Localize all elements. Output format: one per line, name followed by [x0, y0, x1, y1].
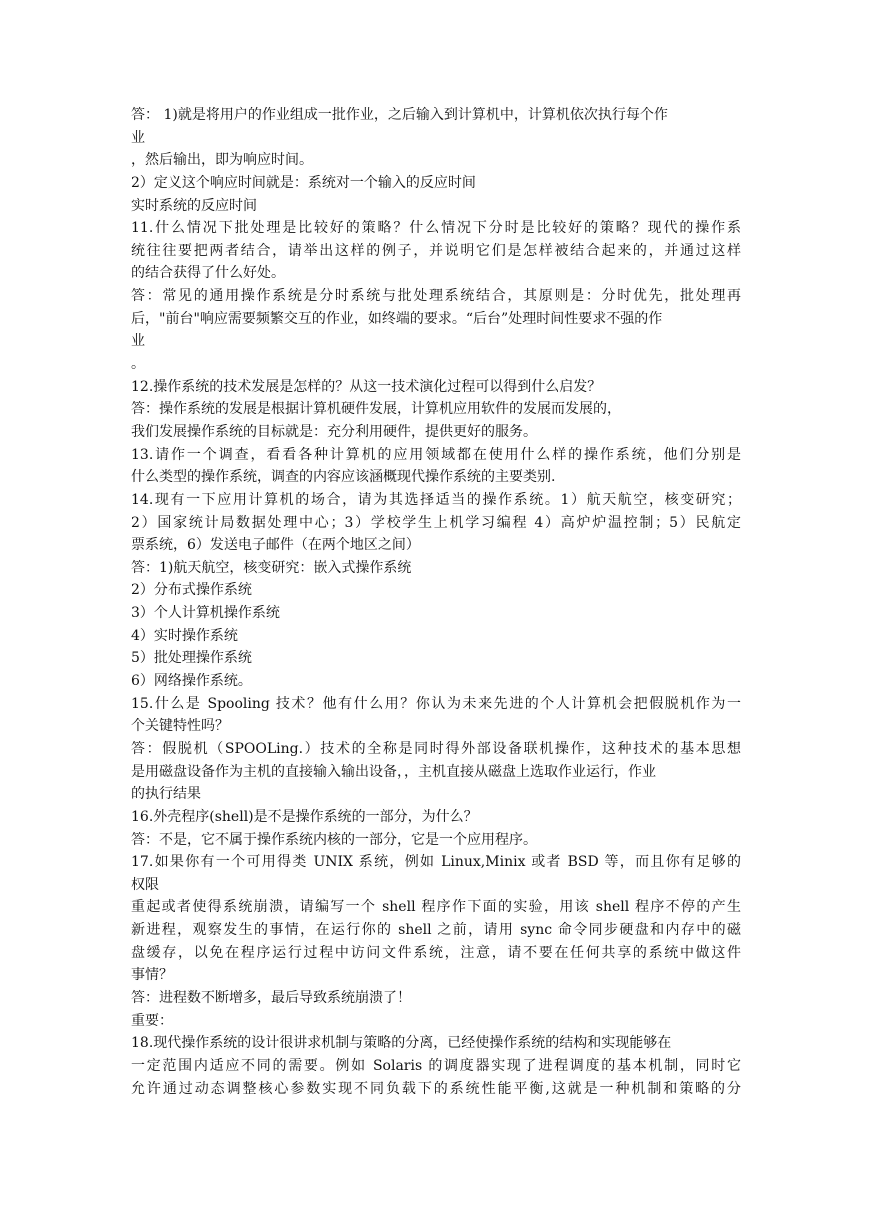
- text-line: ，然后输出，即为响应时间。: [131, 152, 313, 169]
- text-line: 一定范围内适应不同的需要。例如 Solaris 的调度器实现了进程调度的基本机制，同时它: [131, 1057, 741, 1074]
- text-line: 盘缓存，以免在程序运行过程中访问文件系统，注意，请不要在任何共享的系统中做这件: [131, 944, 741, 961]
- text-line: 。: [131, 356, 145, 373]
- text-line: 业: [131, 129, 145, 146]
- text-line: 5）批处理操作系统: [131, 650, 252, 667]
- text-line: 17.如果你有一个可用得类 UNIX 系统，例如 Linux,Minix 或者 BSD 等，而且你有足够的: [131, 854, 741, 871]
- text-line: 18.现代操作系统的设计很讲求机制与策略的分离，已经使操作系统的结构和实现能够在: [131, 1035, 672, 1052]
- text-line: 实时系统的反应时间: [131, 197, 257, 214]
- text-line: 14.现有一下应用计算机的场合，请为其选择适当的操作系统。1）航天航空，核变研究；: [131, 491, 741, 508]
- text-line: 答： 1)就是将用户的作业组成一批作业，之后输入到计算机中，计算机依次执行每个作: [131, 107, 668, 123]
- text-line: 事情？: [131, 967, 173, 984]
- text-line: 答：操作系统的发展是根据计算机硬件发展，计算机应用软件的发展而发展的，: [131, 401, 621, 418]
- text-line: 15.什么是 Spooling 技术？他有什么用？你认为未来先进的个人计算机会把假脱机作为一: [131, 695, 741, 712]
- text-line: 答：1)航天航空，核变研究：嵌入式操作系统: [131, 559, 412, 576]
- text-line: 16.外壳程序(shell)是不是操作系统的一部分，为什么？: [131, 808, 478, 825]
- text-line: 12.操作系统的技术发展是怎样的？从这一技术演化过程可以得到什么启发？: [131, 378, 602, 395]
- text-line: 重要：: [131, 1012, 173, 1029]
- text-line: 统往往要把两者结合，请举出这样的例子，并说明它们是怎样被结合起来的，并通过这样: [131, 242, 741, 259]
- text-line: 11.什么情况下批处理是比较好的策略？什么情况下分时是比较好的策略？现代的操作系: [131, 220, 741, 237]
- text-line: 后，"前台"响应需要频繁交互的作业，如终端的要求。“后台”处理时间性要求不强的作: [131, 310, 663, 327]
- text-line: 新进程，观察发生的事情，在运行你的 shell 之前，请用 sync 命令同步硬盘和内存中的磁: [131, 922, 741, 939]
- text-line: 答：进程数不断增多，最后导致系统崩溃了！: [131, 989, 411, 1006]
- text-line: 2）国家统计局数据处理中心；3）学校学生上机学习编程 4）高炉炉温控制；5）民航定: [131, 514, 741, 531]
- document-text: [131, 104, 741, 1100]
- text-line: 答：不是，它不属于操作系统内核的一部分，它是一个应用程序。: [131, 831, 537, 848]
- text-line: 答：假脱机（SPOOLing.）技术的全称是同时得外部设备联机操作，这种技术的基本思想: [131, 740, 741, 757]
- text-line: 2）定义这个响应时间就是：系统对一个输入的反应时间: [131, 174, 476, 191]
- text-line: 重起或者使得系统崩溃，请编写一个 shell 程序作下面的实验，用该 shell 程序不停的产生: [131, 899, 741, 916]
- text-line: 业: [131, 333, 145, 350]
- text-line: 是用磁盘设备作为主机的直接输入输出设备，，主机直接从磁盘上选取作业运行，作业: [131, 763, 656, 780]
- text-line: 的执行结果: [131, 786, 201, 803]
- text-line: 个关键特性吗？: [131, 718, 229, 735]
- text-line: 6）网络操作系统。: [131, 673, 252, 690]
- text-line: 2）分布式操作系统: [131, 582, 252, 599]
- text-line: 13.请作一个调查，看看各种计算机的应用领域都在使用什么样的操作系统，他们分别是: [131, 446, 741, 463]
- text-line: 允许通过动态调整核心参数实现不同负载下的系统性能平衡,这就是一种机制和策略的分: [131, 1080, 741, 1097]
- text-line: 什么类型的操作系统，调查的内容应该涵概现代操作系统的主要类别.: [131, 469, 556, 486]
- text-line: 我们发展操作系统的目标就是：充分利用硬件，提供更好的服务。: [131, 423, 537, 440]
- text-line: 答：常见的通用操作系统是分时系统与批处理系统结合，其原则是：分时优先，批处理再: [131, 288, 741, 305]
- text-line: 权限: [131, 876, 159, 893]
- text-line: 4）实时操作系统: [131, 627, 238, 644]
- text-line: 票系统，6）发送电子邮件（在两个地区之间）: [131, 537, 420, 554]
- text-line: 的结合获得了什么好处。: [131, 265, 285, 282]
- text-line: 3）个人计算机操作系统: [131, 605, 280, 622]
